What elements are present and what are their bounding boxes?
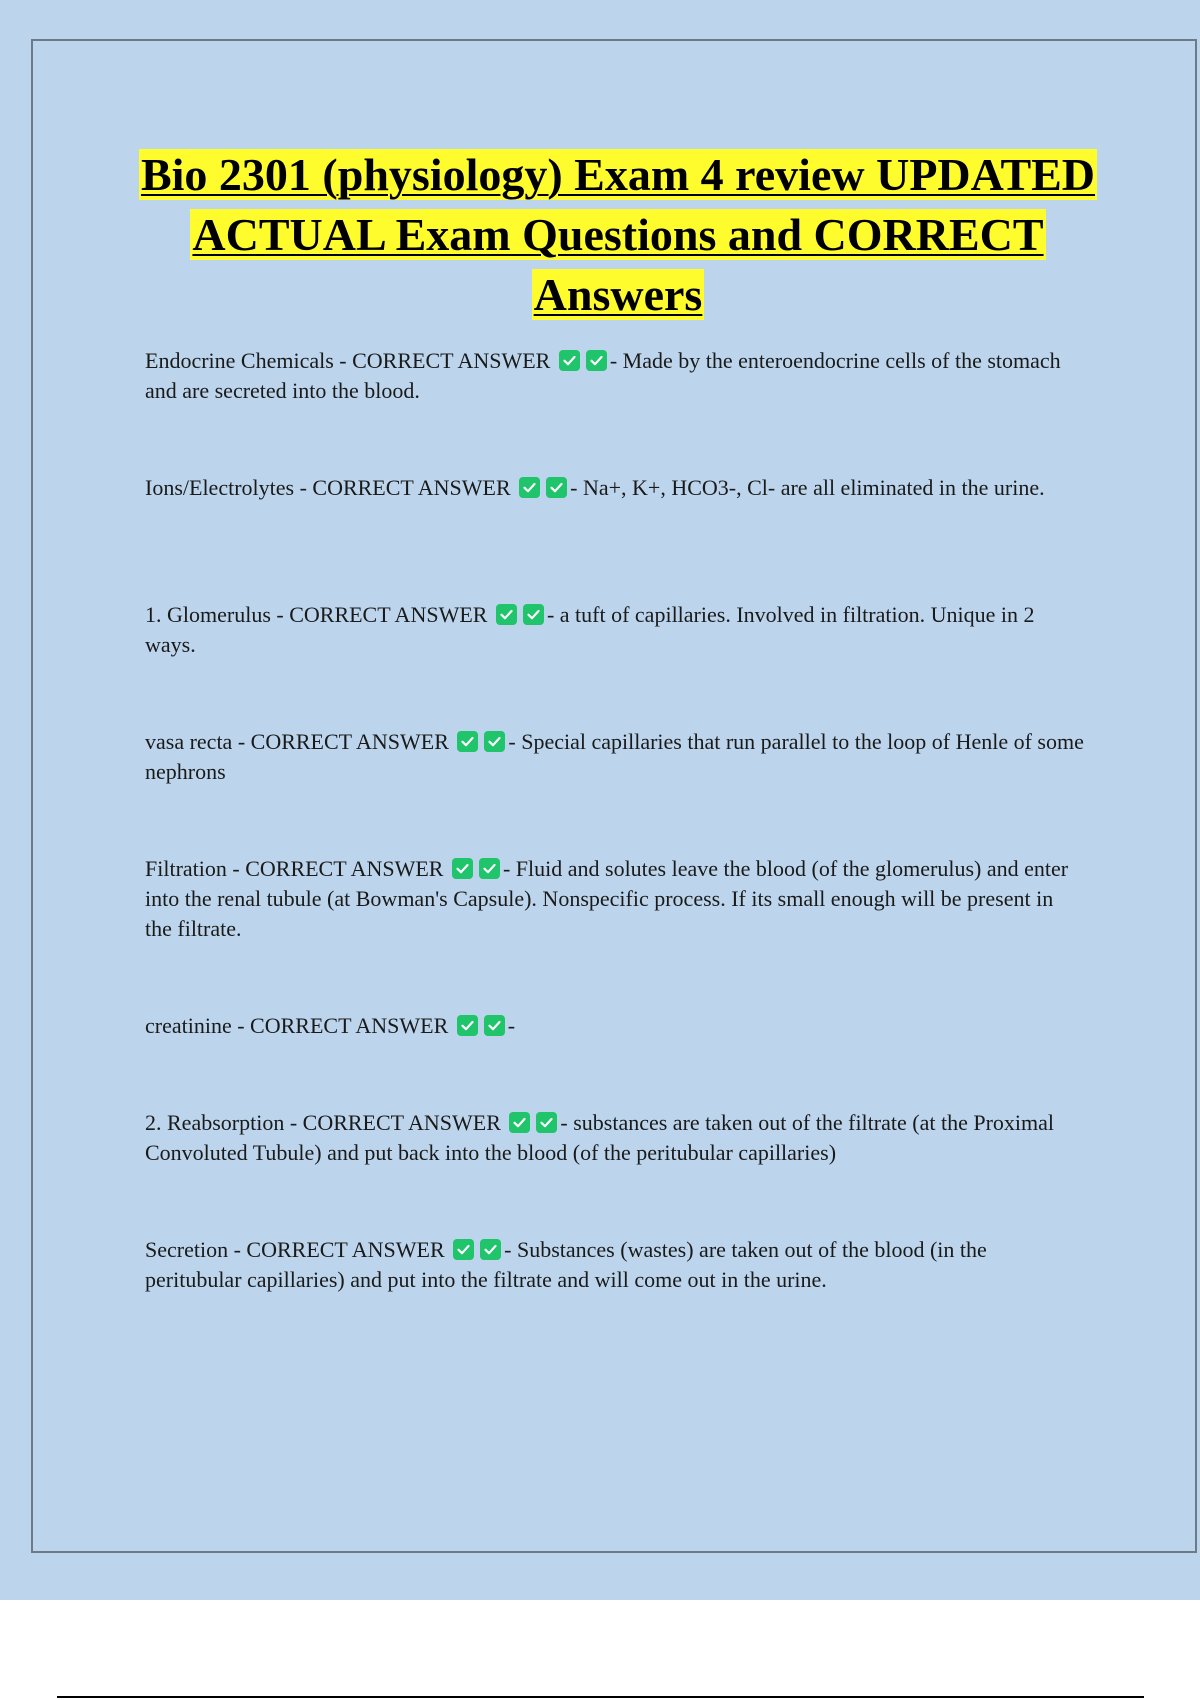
check-icon: [457, 1015, 478, 1036]
qa-answer: - Substances (wastes) are taken out of the blood (in the peritubular capillaries) and put into the filtrate and will come out in the urine.: [145, 1237, 987, 1292]
qa-term: creatinine - CORRECT ANSWER: [145, 1013, 449, 1038]
qa-answer: - Fluid and solutes leave the blood (of the glomerulus) and enter into the renal tubule (at Bowman's Capsule). Nonspecific process. If its small enough will be present in the filtrate.: [145, 856, 1069, 941]
qa-item-reabsorption: [145, 1108, 1085, 1235]
check-icon: [484, 1015, 505, 1036]
qa-answer: -: [507, 1013, 516, 1038]
check-icon: [480, 1239, 501, 1260]
qa-answer: - substances are taken out of the filtrate (at the Proximal Convoluted Tubule) and put back into the blood (of the peritubular capillaries): [145, 1110, 1054, 1165]
check-icon: [484, 731, 505, 752]
qa-item-creatinine: [145, 1011, 1085, 1108]
qa-answer: - a tuft of capillaries. Involved in filtration. Unique in 2 ways.: [145, 602, 1035, 657]
qa-term: 1. Glomerulus - CORRECT ANSWER: [145, 602, 488, 627]
check-icon: [496, 604, 517, 625]
qa-item-secretion: [145, 1235, 1085, 1362]
check-icon: [453, 1239, 474, 1260]
qa-item-endocrine-chemicals: [145, 346, 1085, 473]
check-icon: [509, 1112, 530, 1133]
qa-term: Filtration - CORRECT ANSWER: [145, 856, 444, 881]
qa-item-glomerulus: [145, 600, 1085, 727]
check-icon: [479, 858, 500, 879]
qa-item-ions-electrolytes: [145, 473, 1085, 600]
check-icon: [452, 858, 473, 879]
qa-answer: - Na+, K+, HCO3-, Cl- are all eliminated in the urine.: [570, 475, 1045, 500]
check-icon: [536, 1112, 557, 1133]
qa-item-filtration: [145, 854, 1085, 1011]
qa-item-vasa-recta: [145, 727, 1085, 854]
document-title-text: Bio 2301 (physiology) Exam 4 review UPDATED ACTUAL Exam Questions and CORRECT Answers: [140, 149, 1096, 320]
check-icon: [523, 604, 544, 625]
qa-term: 2. Reabsorption - CORRECT ANSWER: [145, 1110, 501, 1135]
document-title: [120, 145, 1116, 325]
check-icon: [586, 350, 607, 371]
qa-term: Secretion - CORRECT ANSWER: [145, 1237, 445, 1262]
qa-term: Endocrine Chemicals - CORRECT ANSWER: [145, 348, 551, 373]
check-icon: [519, 477, 540, 498]
qa-term: Ions/Electrolytes - CORRECT ANSWER: [145, 475, 511, 500]
qa-term: vasa recta - CORRECT ANSWER: [145, 729, 449, 754]
check-icon: [457, 731, 478, 752]
check-icon: [559, 350, 580, 371]
qa-answer: - Special capillaries that run parallel to the loop of Henle of some nephrons: [145, 729, 1084, 784]
qa-answer: - Made by the enteroendocrine cells of the stomach and are secreted into the blood.: [145, 348, 1061, 403]
footer-rule: [57, 1696, 1144, 1698]
qa-list: [145, 346, 1085, 1362]
check-icon: [546, 477, 567, 498]
